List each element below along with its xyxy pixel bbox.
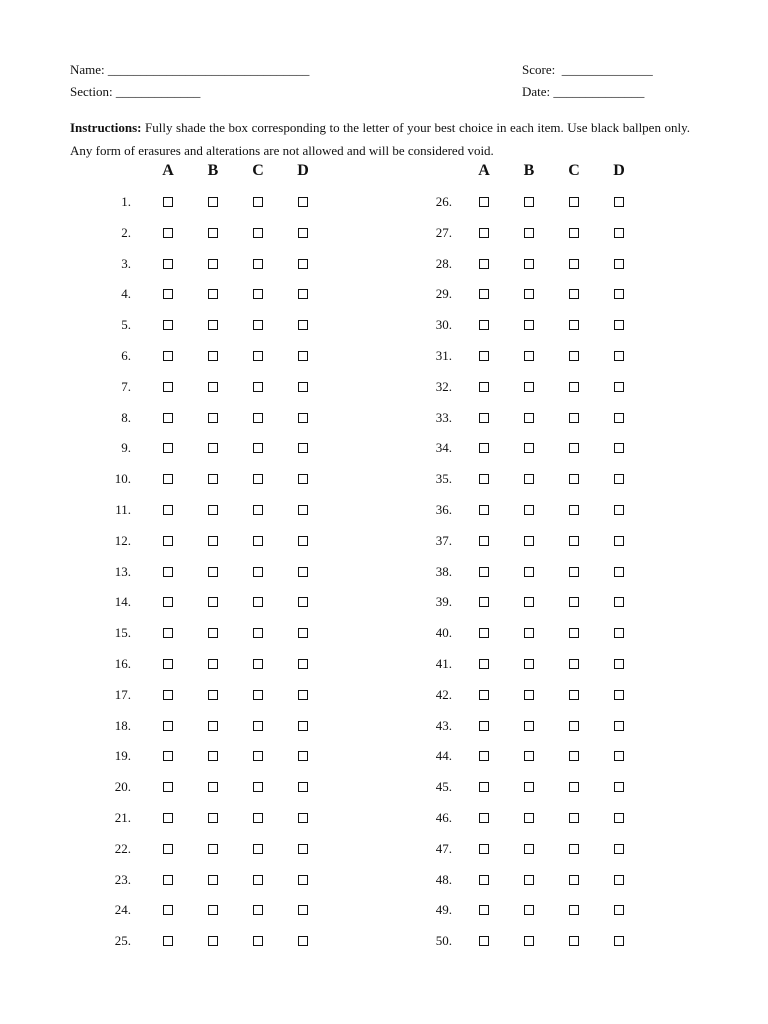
answer-box-a[interactable] bbox=[163, 659, 173, 669]
answer-box-b[interactable] bbox=[208, 628, 218, 638]
answer-box-d[interactable] bbox=[298, 936, 308, 946]
answer-box-a[interactable] bbox=[479, 905, 489, 915]
answer-box-b[interactable] bbox=[208, 690, 218, 700]
answer-box-a[interactable] bbox=[479, 413, 489, 423]
answer-box-a[interactable] bbox=[479, 320, 489, 330]
answer-box-b[interactable] bbox=[208, 289, 218, 299]
answer-box-d[interactable] bbox=[298, 382, 308, 392]
answer-box-b[interactable] bbox=[208, 905, 218, 915]
answer-box-a[interactable] bbox=[163, 936, 173, 946]
answer-box-a[interactable] bbox=[163, 382, 173, 392]
answer-box-d[interactable] bbox=[614, 936, 624, 946]
date-field[interactable]: Date: ______________ bbox=[522, 84, 645, 99]
answer-box-a[interactable] bbox=[479, 936, 489, 946]
answer-box-a[interactable] bbox=[163, 228, 173, 238]
answer-box-b[interactable] bbox=[524, 721, 534, 731]
answer-box-a[interactable] bbox=[479, 382, 489, 392]
answer-box-d[interactable] bbox=[298, 320, 308, 330]
answer-box-a[interactable] bbox=[163, 813, 173, 823]
answer-box-b[interactable] bbox=[524, 690, 534, 700]
answer-box-b[interactable] bbox=[524, 474, 534, 484]
answer-box-c[interactable] bbox=[253, 289, 263, 299]
question-number: 2. bbox=[121, 224, 131, 240]
answer-box-b[interactable] bbox=[208, 259, 218, 269]
answer-box-b[interactable] bbox=[208, 782, 218, 792]
answer-box-d[interactable] bbox=[614, 289, 624, 299]
answer-box-a[interactable] bbox=[479, 536, 489, 546]
answer-box-a[interactable] bbox=[479, 474, 489, 484]
answer-box-c[interactable] bbox=[569, 443, 579, 453]
question-number: 24. bbox=[114, 902, 131, 918]
answer-box-b[interactable] bbox=[208, 721, 218, 731]
answer-box-a[interactable] bbox=[479, 690, 489, 700]
answer-box-a[interactable] bbox=[479, 443, 489, 453]
answer-box-d[interactable] bbox=[614, 567, 624, 577]
answer-box-b[interactable] bbox=[524, 413, 534, 423]
name-field[interactable]: Name: _______________________________ bbox=[70, 62, 310, 77]
answer-box-d[interactable] bbox=[298, 659, 308, 669]
answer-box-a[interactable] bbox=[479, 505, 489, 515]
answer-box-c[interactable] bbox=[569, 782, 579, 792]
question-number: 5. bbox=[121, 317, 131, 333]
answer-box-c[interactable] bbox=[569, 259, 579, 269]
answer-box-d[interactable] bbox=[614, 382, 624, 392]
answer-box-b[interactable] bbox=[524, 443, 534, 453]
answer-box-a[interactable] bbox=[163, 628, 173, 638]
answer-box-c[interactable] bbox=[569, 197, 579, 207]
answer-box-c[interactable] bbox=[253, 259, 263, 269]
answer-box-a[interactable] bbox=[163, 721, 173, 731]
answer-box-c[interactable] bbox=[569, 567, 579, 577]
answer-box-a[interactable] bbox=[163, 690, 173, 700]
answer-box-a[interactable] bbox=[163, 289, 173, 299]
answer-box-d[interactable] bbox=[614, 536, 624, 546]
answer-box-a[interactable] bbox=[163, 443, 173, 453]
answer-box-a[interactable] bbox=[479, 259, 489, 269]
answer-box-a[interactable] bbox=[479, 782, 489, 792]
answer-box-d[interactable] bbox=[298, 813, 308, 823]
question-number: 14. bbox=[114, 594, 131, 610]
answer-box-c[interactable] bbox=[569, 659, 579, 669]
answer-box-a[interactable] bbox=[479, 844, 489, 854]
question-number: 6. bbox=[121, 348, 131, 363]
answer-box-c[interactable] bbox=[253, 813, 263, 823]
answer-box-a[interactable] bbox=[479, 351, 489, 361]
answer-box-c[interactable] bbox=[253, 413, 263, 423]
answer-box-b[interactable] bbox=[524, 382, 534, 392]
answer-box-c[interactable] bbox=[253, 659, 263, 669]
answer-box-c[interactable] bbox=[569, 351, 579, 361]
question-number: 45. bbox=[435, 779, 452, 795]
answer-box-b[interactable] bbox=[208, 844, 218, 854]
question-number: 21. bbox=[114, 810, 131, 825]
answer-box-b[interactable] bbox=[524, 351, 534, 361]
question-number: 35. bbox=[435, 471, 452, 487]
score-field[interactable]: Score: ______________ bbox=[522, 62, 653, 77]
question-number: 15. bbox=[114, 625, 131, 641]
answer-box-d[interactable] bbox=[614, 320, 624, 330]
answer-box-b[interactable] bbox=[208, 936, 218, 946]
question-number: 44. bbox=[435, 748, 452, 764]
answer-box-b[interactable] bbox=[524, 320, 534, 330]
answer-box-d[interactable] bbox=[614, 875, 624, 885]
answer-box-d[interactable] bbox=[298, 751, 308, 761]
answer-box-d[interactable] bbox=[298, 844, 308, 854]
answer-box-d[interactable] bbox=[298, 289, 308, 299]
answer-box-d[interactable] bbox=[614, 197, 624, 207]
answer-box-d[interactable] bbox=[298, 597, 308, 607]
answer-box-a[interactable] bbox=[163, 597, 173, 607]
answer-box-c[interactable] bbox=[253, 628, 263, 638]
answer-box-b[interactable] bbox=[524, 567, 534, 577]
answer-box-d[interactable] bbox=[298, 474, 308, 484]
question-number: 33. bbox=[435, 409, 452, 425]
answer-box-d[interactable] bbox=[614, 413, 624, 423]
answer-box-b[interactable] bbox=[208, 443, 218, 453]
answer-box-d[interactable] bbox=[298, 228, 308, 238]
answer-box-a[interactable] bbox=[163, 567, 173, 577]
answer-box-d[interactable] bbox=[298, 351, 308, 361]
answer-box-c[interactable] bbox=[253, 197, 263, 207]
answer-box-c[interactable] bbox=[253, 782, 263, 792]
question-number: 29. bbox=[435, 286, 452, 302]
answer-box-a[interactable] bbox=[163, 905, 173, 915]
answer-box-a[interactable] bbox=[479, 197, 489, 207]
answer-box-a[interactable] bbox=[163, 536, 173, 546]
answer-box-b[interactable] bbox=[524, 751, 534, 761]
question-number: 40. bbox=[435, 625, 452, 641]
question-number: 7. bbox=[121, 378, 131, 394]
choice-header-d: D bbox=[613, 162, 625, 179]
question-number: 19. bbox=[114, 748, 131, 764]
answer-box-d[interactable] bbox=[298, 875, 308, 885]
question-number: 10. bbox=[114, 471, 131, 487]
answer-box-c[interactable] bbox=[253, 567, 263, 577]
question-number: 38. bbox=[435, 563, 452, 579]
answer-box-c[interactable] bbox=[253, 351, 263, 361]
answer-box-b[interactable] bbox=[208, 351, 218, 361]
answer-box-d[interactable] bbox=[614, 628, 624, 638]
question-number: 25. bbox=[114, 933, 131, 949]
answer-box-b[interactable] bbox=[524, 628, 534, 638]
answer-box-d[interactable] bbox=[298, 505, 308, 515]
answer-box-c[interactable] bbox=[569, 289, 579, 299]
question-number: 1. bbox=[121, 194, 131, 209]
instructions-title: Instructions: bbox=[70, 120, 142, 135]
answer-box-c[interactable] bbox=[569, 597, 579, 607]
answer-box-d[interactable] bbox=[298, 259, 308, 269]
answer-box-d[interactable] bbox=[614, 813, 624, 823]
answer-box-c[interactable] bbox=[253, 690, 263, 700]
question-number: 39. bbox=[435, 594, 452, 610]
question-number: 12. bbox=[114, 532, 131, 548]
answer-box-b[interactable] bbox=[208, 474, 218, 484]
answer-box-c[interactable] bbox=[253, 844, 263, 854]
choice-header-c: C bbox=[568, 162, 580, 179]
answer-box-b[interactable] bbox=[524, 289, 534, 299]
question-number: 20. bbox=[114, 779, 131, 795]
answer-box-c[interactable] bbox=[253, 505, 263, 515]
answer-box-c[interactable] bbox=[253, 228, 263, 238]
answer-box-d[interactable] bbox=[614, 844, 624, 854]
question-number: 47. bbox=[435, 840, 452, 856]
answer-box-c[interactable] bbox=[569, 844, 579, 854]
answer-box-c[interactable] bbox=[253, 751, 263, 761]
answer-box-c[interactable] bbox=[253, 474, 263, 484]
instructions-text: Fully shade the box corresponding to the letter of your best choice in each item. Use black ballpen only. Any form of erasures and alterations are not allowed and will be considered void. bbox=[70, 120, 690, 158]
answer-box-b[interactable] bbox=[208, 751, 218, 761]
answer-box-d[interactable] bbox=[298, 690, 308, 700]
answer-box-c[interactable] bbox=[569, 382, 579, 392]
question-number: 4. bbox=[121, 286, 131, 302]
answer-box-d[interactable] bbox=[298, 905, 308, 915]
answer-box-b[interactable] bbox=[208, 536, 218, 546]
question-number: 28. bbox=[435, 255, 452, 271]
answer-box-a[interactable] bbox=[479, 813, 489, 823]
answer-box-c[interactable] bbox=[569, 505, 579, 515]
answer-box-d[interactable] bbox=[298, 413, 308, 423]
answer-box-c[interactable] bbox=[569, 875, 579, 885]
answer-box-c[interactable] bbox=[569, 628, 579, 638]
answer-box-b[interactable] bbox=[208, 505, 218, 515]
question-number: 42. bbox=[435, 686, 452, 702]
question-number: 13. bbox=[114, 563, 131, 579]
answer-box-c[interactable] bbox=[253, 320, 263, 330]
answer-box-a[interactable] bbox=[479, 875, 489, 885]
answer-box-b[interactable] bbox=[208, 875, 218, 885]
choice-header-b: B bbox=[523, 162, 535, 179]
answer-box-d[interactable] bbox=[614, 351, 624, 361]
answer-box-b[interactable] bbox=[208, 320, 218, 330]
answer-box-a[interactable] bbox=[163, 351, 173, 361]
question-number: 37. bbox=[435, 532, 452, 548]
answer-box-d[interactable] bbox=[298, 536, 308, 546]
question-number: 8. bbox=[121, 409, 131, 425]
answer-box-a[interactable] bbox=[163, 751, 173, 761]
answer-box-d[interactable] bbox=[614, 474, 624, 484]
answer-box-a[interactable] bbox=[479, 228, 489, 238]
question-number: 48. bbox=[435, 871, 452, 887]
choice-header-c: C bbox=[252, 162, 264, 179]
choice-header-d: D bbox=[297, 162, 309, 179]
answer-box-c[interactable] bbox=[253, 721, 263, 731]
question-number: 27. bbox=[435, 224, 452, 240]
answer-box-c[interactable] bbox=[569, 751, 579, 761]
answer-box-b[interactable] bbox=[208, 659, 218, 669]
question-number: 9. bbox=[121, 440, 131, 456]
question-number: 34. bbox=[435, 440, 452, 456]
answer-box-c[interactable] bbox=[569, 813, 579, 823]
answer-box-b[interactable] bbox=[208, 813, 218, 823]
question-number: 32. bbox=[435, 378, 452, 394]
answer-box-a[interactable] bbox=[479, 721, 489, 731]
answer-box-c[interactable] bbox=[569, 413, 579, 423]
answer-box-b[interactable] bbox=[524, 844, 534, 854]
answer-box-d[interactable] bbox=[614, 443, 624, 453]
answer-box-d[interactable] bbox=[298, 443, 308, 453]
answer-box-a[interactable] bbox=[479, 597, 489, 607]
answer-box-b[interactable] bbox=[524, 813, 534, 823]
answer-box-b[interactable] bbox=[208, 228, 218, 238]
question-number: 18. bbox=[114, 717, 131, 733]
answer-box-b[interactable] bbox=[524, 536, 534, 546]
question-number: 17. bbox=[114, 686, 131, 702]
answer-box-d[interactable] bbox=[614, 597, 624, 607]
answer-box-b[interactable] bbox=[524, 875, 534, 885]
answer-box-a[interactable] bbox=[163, 413, 173, 423]
answer-box-c[interactable] bbox=[253, 875, 263, 885]
answer-box-d[interactable] bbox=[298, 721, 308, 731]
answer-box-c[interactable] bbox=[569, 320, 579, 330]
question-number: 3. bbox=[121, 255, 131, 271]
answer-box-a[interactable] bbox=[163, 474, 173, 484]
answer-box-b[interactable] bbox=[524, 228, 534, 238]
answer-box-b[interactable] bbox=[524, 659, 534, 669]
answer-box-d[interactable] bbox=[614, 659, 624, 669]
answer-box-a[interactable] bbox=[163, 259, 173, 269]
answer-box-d[interactable] bbox=[614, 782, 624, 792]
choice-header-b: B bbox=[207, 162, 219, 179]
answer-box-b[interactable] bbox=[208, 413, 218, 423]
answer-box-b[interactable] bbox=[524, 197, 534, 207]
answer-box-d[interactable] bbox=[298, 628, 308, 638]
answer-box-c[interactable] bbox=[569, 536, 579, 546]
answer-box-a[interactable] bbox=[163, 197, 173, 207]
answer-box-d[interactable] bbox=[298, 782, 308, 792]
answer-box-d[interactable] bbox=[614, 721, 624, 731]
answer-box-c[interactable] bbox=[253, 597, 263, 607]
answer-box-c[interactable] bbox=[253, 382, 263, 392]
answer-box-c[interactable] bbox=[253, 905, 263, 915]
question-number: 41. bbox=[435, 656, 452, 671]
question-number: 26. bbox=[435, 194, 452, 209]
choice-header-a: A bbox=[162, 162, 174, 179]
question-number: 16. bbox=[114, 656, 131, 671]
answer-box-c[interactable] bbox=[253, 536, 263, 546]
answer-box-a[interactable] bbox=[163, 320, 173, 330]
answer-box-a[interactable] bbox=[163, 505, 173, 515]
answer-box-a[interactable] bbox=[479, 659, 489, 669]
question-number: 36. bbox=[435, 502, 452, 517]
answer-box-b[interactable] bbox=[524, 505, 534, 515]
answer-box-b[interactable] bbox=[524, 936, 534, 946]
answer-box-d[interactable] bbox=[614, 228, 624, 238]
answer-box-c[interactable] bbox=[569, 936, 579, 946]
question-number: 31. bbox=[435, 348, 452, 363]
answer-box-c[interactable] bbox=[253, 936, 263, 946]
answer-box-c[interactable] bbox=[569, 474, 579, 484]
section-field[interactable]: Section: _____________ bbox=[70, 84, 201, 99]
answer-box-d[interactable] bbox=[614, 751, 624, 761]
answer-box-d[interactable] bbox=[614, 690, 624, 700]
answer-box-b[interactable] bbox=[208, 597, 218, 607]
answer-box-b[interactable] bbox=[524, 905, 534, 915]
answer-box-a[interactable] bbox=[163, 844, 173, 854]
answer-box-b[interactable] bbox=[208, 197, 218, 207]
question-number: 43. bbox=[435, 717, 452, 733]
question-number: 11. bbox=[115, 502, 131, 517]
question-number: 50. bbox=[435, 933, 452, 949]
answer-box-a[interactable] bbox=[479, 628, 489, 638]
question-number: 49. bbox=[435, 902, 452, 918]
answer-box-b[interactable] bbox=[524, 597, 534, 607]
answer-box-c[interactable] bbox=[569, 228, 579, 238]
answer-box-b[interactable] bbox=[524, 782, 534, 792]
choice-header-a: A bbox=[478, 162, 490, 179]
answer-box-b[interactable] bbox=[524, 259, 534, 269]
answer-box-d[interactable] bbox=[614, 905, 624, 915]
answer-box-d[interactable] bbox=[614, 259, 624, 269]
answer-box-a[interactable] bbox=[163, 875, 173, 885]
answer-box-c[interactable] bbox=[569, 905, 579, 915]
answer-box-d[interactable] bbox=[614, 505, 624, 515]
answer-box-a[interactable] bbox=[479, 751, 489, 761]
answer-box-c[interactable] bbox=[569, 690, 579, 700]
answer-box-b[interactable] bbox=[208, 382, 218, 392]
question-number: 23. bbox=[114, 871, 131, 887]
answer-box-d[interactable] bbox=[298, 197, 308, 207]
question-number: 46. bbox=[435, 810, 452, 825]
answer-box-c[interactable] bbox=[253, 443, 263, 453]
answer-box-a[interactable] bbox=[479, 567, 489, 577]
answer-box-a[interactable] bbox=[479, 289, 489, 299]
question-number: 30. bbox=[435, 317, 452, 333]
answer-box-d[interactable] bbox=[298, 567, 308, 577]
answer-box-c[interactable] bbox=[569, 721, 579, 731]
instructions bbox=[70, 116, 690, 162]
answer-box-a[interactable] bbox=[163, 782, 173, 792]
answer-box-b[interactable] bbox=[208, 567, 218, 577]
question-number: 22. bbox=[114, 840, 131, 856]
